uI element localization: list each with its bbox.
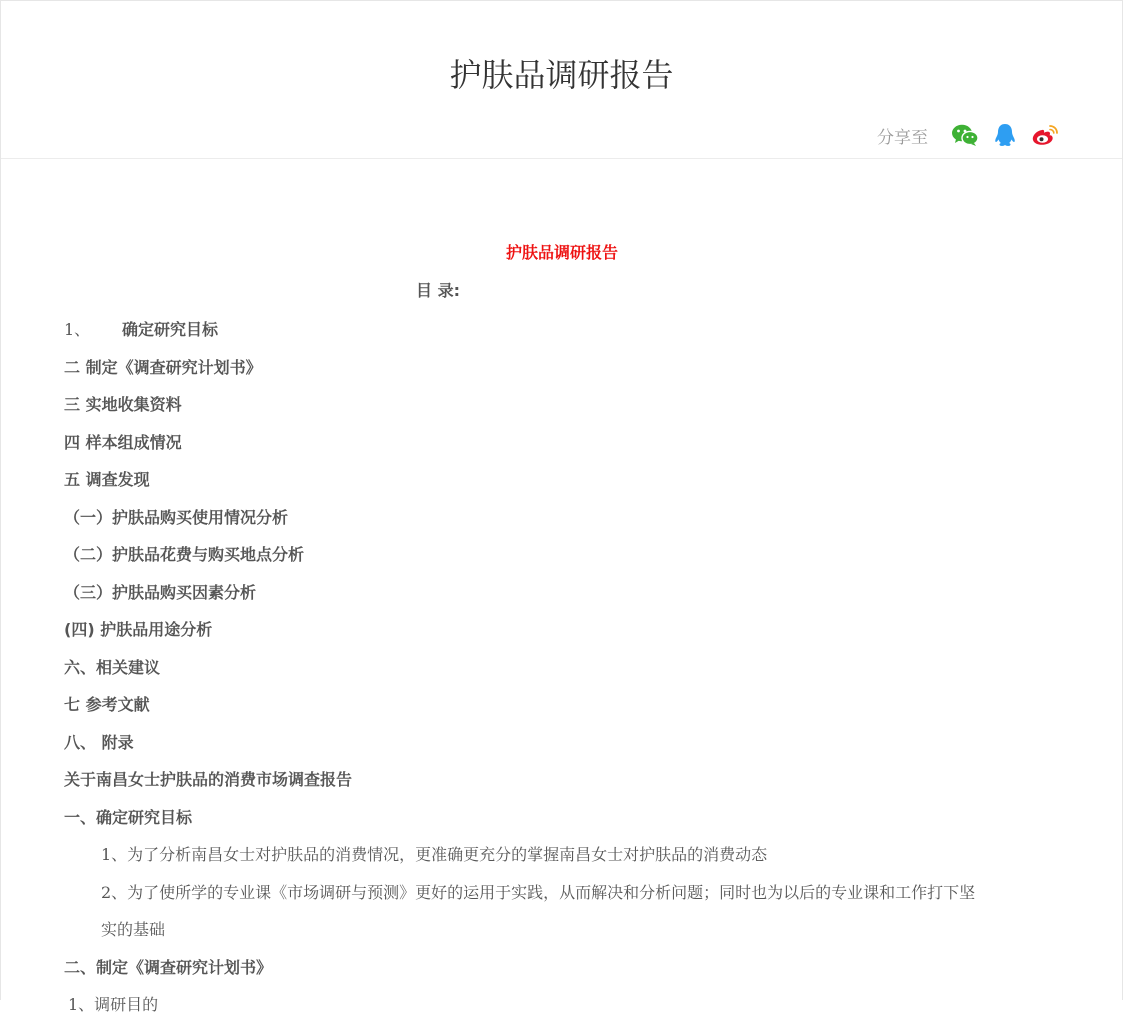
section-heading: 一、确定研究目标	[64, 807, 193, 827]
weibo-icon[interactable]	[1030, 121, 1060, 149]
toc-item: 六、相关建议	[64, 657, 161, 677]
wechat-icon[interactable]	[950, 121, 980, 149]
paragraph: 1、为了分析南昌女士对护肤品的消费情况，更准确更充分的掌握南昌女士对护肤品的消费动态	[101, 845, 768, 864]
toc-item: 三 实地收集资料	[64, 395, 182, 414]
section-heading: 二、制定《调查研究计划书》	[64, 957, 273, 977]
toc-heading: 目 录:	[416, 281, 460, 300]
qq-icon[interactable]	[990, 121, 1020, 149]
toc-item: （三）护肤品购买因素分析	[64, 582, 257, 602]
toc-item-number: 1、	[64, 320, 91, 339]
toc-item: 七 参考文献	[64, 695, 150, 714]
share-bar	[877, 121, 1060, 149]
page-title: 护肤品调研报告	[449, 56, 674, 94]
toc-item: 二 制定《调查研究计划书》	[64, 357, 262, 377]
document-title: 护肤品调研报告	[505, 243, 618, 262]
toc-item	[64, 316, 1060, 354]
toc-item: （二）护肤品花费与购买地点分析	[64, 545, 305, 564]
toc-item: 八、 附录	[64, 732, 134, 752]
share-label: 分享至	[877, 127, 928, 148]
paragraph: 2、为了使所学的专业课《市场调研与预测》更好的运用于实践，从而解决和分析问题；同时也为以后的专业课和工作打下坚	[101, 882, 976, 902]
paragraph: 1、调研目的	[68, 995, 159, 1014]
toc-item: 五 调查发现	[64, 470, 150, 489]
toc-item-text: 确定研究目标	[122, 320, 219, 339]
document-body	[64, 316, 1060, 1029]
report-title: 关于南昌女士护肤品的消费市场调查报告	[64, 770, 353, 789]
toc-item: （一）护肤品购买使用情况分析	[64, 507, 289, 527]
article-header	[1, 1, 1122, 159]
toc-item: (四) 护肤品用途分析	[64, 620, 213, 639]
toc-item: 四 样本组成情况	[64, 432, 182, 452]
paragraph-continuation: 实的基础	[101, 920, 166, 939]
